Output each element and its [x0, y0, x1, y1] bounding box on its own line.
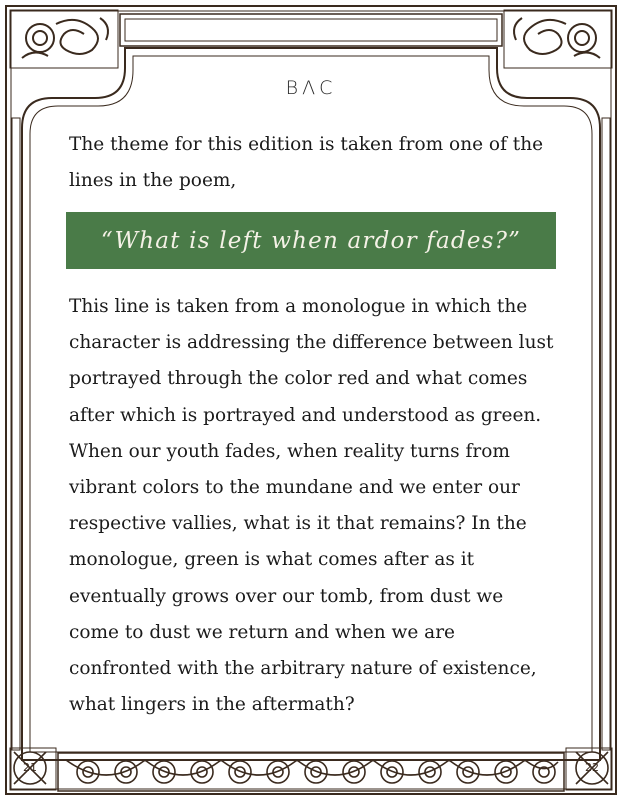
page-number-right: 22 — [585, 761, 599, 774]
quote-text: “What is left when ardor fades?” — [100, 227, 522, 254]
body-paragraph: This line is taken from a monologue in which the character is addressing the difference between lust portrayed through the color red and what comes after which is portrayed and understood as green. When our youth fades, when reality turns from vibrant colors to the mundane and we enter our respective vallies, what is it that remains? In the monologue, green is what comes after as it eventually grows over our tomb, from dust we come to dust we return and when we are confronted with the arbitrary nature of existence, what lingers in the aftermath? — [69, 296, 554, 716]
intro-paragraph: The theme for this edition is taken from one of the lines in the poem, — [69, 134, 544, 191]
corner-ornament-top-left — [10, 10, 118, 68]
logo: BΛC — [285, 77, 337, 99]
corner-ornament-top-right — [504, 10, 612, 68]
bottom-knotwork — [66, 760, 558, 783]
quote-banner — [66, 212, 556, 269]
page-number-left: 21 — [23, 761, 37, 774]
